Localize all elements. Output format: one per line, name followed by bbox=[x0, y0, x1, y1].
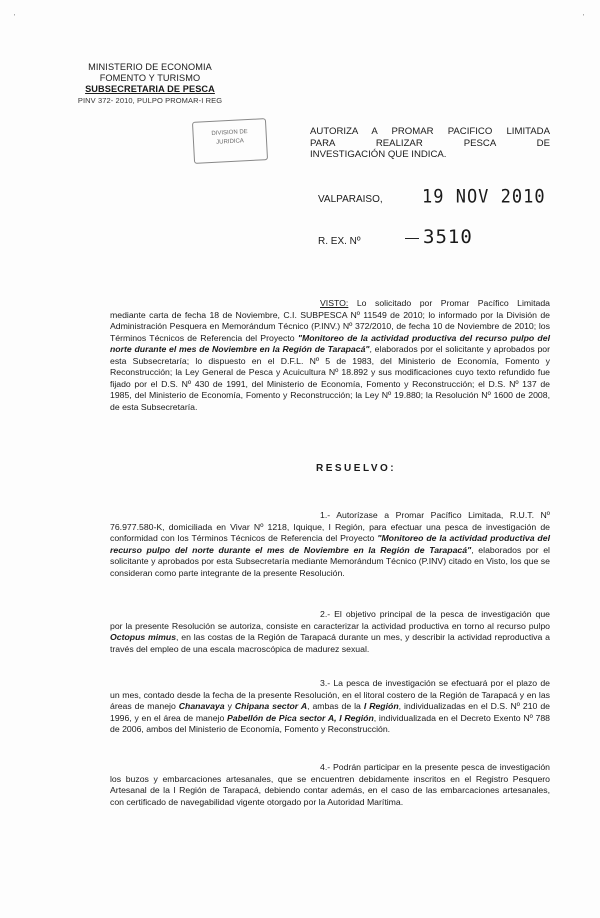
resolution-number: 3510 bbox=[423, 226, 473, 248]
project-title: "Monitoreo de la actividad productiva del recurso pulpo del norte durante el mes de Noviembre en la Región de Tarapacá" bbox=[110, 332, 550, 354]
article-1-text-2: , elaborados por el solicitante y aprobados por esta Subsecretaría mediante Memorándum Técnico (P.INV) citado en Visto, los que se consideran como parte integrante de la presente Resolución. bbox=[110, 544, 550, 578]
letterhead bbox=[60, 62, 240, 106]
article-3 bbox=[110, 678, 550, 736]
visto-lead: VISTO: bbox=[320, 298, 349, 308]
article-2 bbox=[110, 609, 550, 655]
resolution-label: R. EX. Nº bbox=[318, 236, 361, 247]
area-chanavaya: Chanavaya bbox=[178, 701, 225, 711]
article-3-text-5: , individualizada en el Decreto Exento Nº 788 de 2006, ambos del Ministerio de Economía, Fomento y Reconstrucción. bbox=[110, 712, 550, 734]
article-4 bbox=[110, 762, 550, 808]
visto-text-1: Lo solicitado por Promar Pacífico Limitada mediante carta de fecha 18 de Noviembre, C.I. SUBPESCA Nº 11549 de 2010; lo informado por la División de Administración Pesquera en Memorándum Técnico (P.INV.) Nº 372/2010, de fecha 10 de Noviembre de 2010; los Términos Técnicos de Referencia del Proyecto bbox=[110, 298, 550, 343]
corner-mark: ' bbox=[14, 14, 16, 21]
visto-paragraph bbox=[110, 298, 550, 413]
stamp-line-2: JURIDICA bbox=[216, 138, 245, 146]
subject-line-2: PARA REALIZAR PESCA DE bbox=[310, 137, 550, 149]
area-pabellon: Pabellón de Pica sector A, I Región bbox=[227, 712, 374, 723]
received-stamp bbox=[192, 118, 268, 164]
article-1-text-1: 1.- Autorízase a Promar Pacífico Limitada, R.U.T. Nº 76.977.580-K, domiciliada en Vivar Nº 1218, Iquique, I Región, para efectuar una pesca de investigación de conformidad con los Términos Técnicos de Referencia del Proyecto bbox=[110, 510, 550, 543]
subject-line-3: INVESTIGACIÓN QUE INDICA. bbox=[310, 149, 447, 160]
article-3-text-2: y bbox=[224, 701, 235, 711]
species-name: Octopus mimus bbox=[110, 632, 177, 642]
file-reference: PINV 372- 2010, PULPO PROMAR-I REG bbox=[77, 96, 223, 105]
visto-text-2: , elaborados por el solicitante y aprobados por esta Subsecretaría; lo dispuesto en el D.F.L. Nº 5 de 1983, del Ministerio de Economía, Fomento y Reconstrucción; la Ley General de Pesca y Acuicultura Nº 18.892 y sus modificaciones cuyo texto refundido fue fijado por el D.S. Nº 430 de 1991, del Ministerio de Economía, Fomento y Reconstrucción; el D.S. Nº 137 de 1985, del Ministerio de Economía, Fomento y Reconstrucción; la Ley Nº 19.880; la Resolución Nº 1600 de 2008, de esta Subsecretaría. bbox=[110, 344, 550, 412]
date-stamp: 19 NOV 2010 bbox=[422, 186, 546, 208]
ministry-line: MINISTERIO DE ECONOMIA bbox=[88, 62, 212, 72]
city-label: VALPARAISO, bbox=[318, 194, 383, 205]
subsecretaria-line: SUBSECRETARIA DE PESCA bbox=[85, 84, 215, 94]
resolution-dash bbox=[405, 238, 419, 239]
article-3-text-4: , individualizadas en el D.S. Nº 210 de 1996, y en el área de manejo bbox=[110, 701, 550, 723]
stamp-line-1: DIVISION DE bbox=[211, 129, 248, 137]
article-4-text: 4.- Podrán participar en la presente pesca de investigación los buzos y embarcaciones artesanales, que se encuentren debidamente inscritos en el Registro Pesquero Artesanal de la I Región de Tarapacá, debiendo contar además, en el caso de las embarcaciones artesanales, con certificado de navegabilidad vigente otorgado por la Autoridad Marítima. bbox=[110, 762, 550, 807]
article-3-text-3: , ambas de la bbox=[307, 701, 364, 711]
corner-mark: ' bbox=[583, 14, 585, 21]
article-3-text-1: 3.- La pesca de investigación se efectuará por el plazo de un mes, contado desde la fecha de la presente Resolución, en el litoral costero de la Región de Tarapacá y en las áreas de manejo bbox=[110, 678, 550, 711]
subject-block bbox=[310, 126, 550, 161]
area-chipana: Chipana sector A bbox=[234, 701, 308, 711]
article-1-project-title: "Monitoreo de la actividad productiva del recurso pulpo del norte durante el mes de Noviembre en la Región de Tarapacá" bbox=[110, 533, 550, 555]
article-2-text-2: , en las costas de la Región de Tarapacá durante un mes, y describir la actividad reproductiva a través del empleo de una escala macroscópica de madurez sexual. bbox=[110, 632, 550, 654]
region-label: I Región bbox=[363, 701, 399, 711]
ministry-line-2: FOMENTO Y TURISMO bbox=[99, 73, 201, 83]
article-1 bbox=[110, 510, 550, 579]
resuelvo-heading: RESUELVO: bbox=[316, 463, 397, 474]
subject-line-1: AUTORIZA A PROMAR PACIFICO LIMITADA bbox=[310, 126, 550, 137]
article-2-text-1: 2.- El objetivo principal de la pesca de investigación que por la presente Resolución se autoriza, consiste en caracterizar la actividad productiva en torno al recurso pulpo bbox=[110, 609, 550, 631]
